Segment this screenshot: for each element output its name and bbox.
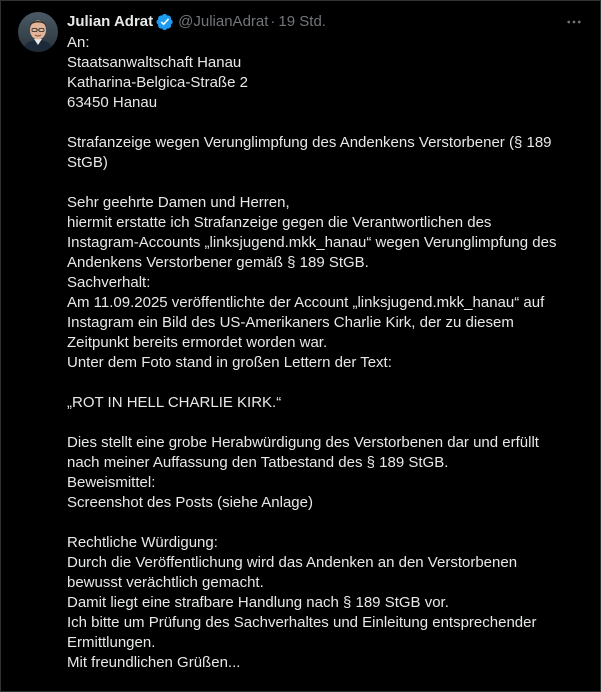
tweet-line: „ROT IN HELL CHARLIE KIRK.“	[67, 394, 282, 411]
tweet-line: Instagram ein Bild des US-Amerikaners Charlie Kirk, der zu diesem	[67, 314, 514, 331]
tweet-line: Unter dem Foto stand in großen Lettern der Text:	[67, 354, 392, 371]
tweet-line: Mit freundlichen Grüßen...	[67, 654, 241, 671]
tweet-line: Dies stellt eine grobe Herabwürdigung des Verstorbenen dar und erfüllt	[67, 434, 539, 451]
tweet-line: Sehr geehrte Damen und Herren,	[67, 194, 290, 211]
timestamp[interactable]: 19 Std.	[278, 13, 326, 30]
tweet-line: Screenshot des Posts (siehe Anlage)	[67, 494, 313, 511]
tweet-line: Zeitpunkt bereits ermordet worden war.	[67, 334, 328, 351]
tweet-line: Rechtliche Würdigung:	[67, 534, 218, 551]
tweet-line: 63450 Hanau	[67, 94, 158, 111]
display-name[interactable]: Julian Adrat	[67, 13, 154, 30]
tweet-line: bewusst verächtlich gemacht.	[67, 574, 264, 591]
tweet-line: Ich bitte um Prüfung des Sachverhaltes und Einleitung entsprechender	[67, 614, 537, 631]
tweet-line: Damit liegt eine strafbare Handlung nach § 189 StGB vor.	[67, 594, 449, 611]
tweet-line: Beweismittel:	[67, 474, 156, 491]
tweet-line-blank	[67, 373, 587, 393]
tweet-line: Strafanzeige wegen Verunglimpfung des Andenkens Verstorbener (§ 189	[67, 134, 552, 151]
tweet-line: Andenkens Verstorbener gemäß § 189 StGB.	[67, 254, 369, 271]
tweet-line: Am 11.09.2025 veröffentlichte der Account „linksjugend.mkk_hanau“ auf	[67, 294, 545, 311]
tweet-text	[67, 33, 587, 673]
more-options-icon[interactable]	[564, 13, 584, 31]
tweet-line: StGB)	[67, 154, 108, 171]
tweet-line: nach meiner Auffassung den Tatbestand des § 189 StGB.	[67, 454, 449, 471]
tweet-line: Ermittlungen.	[67, 634, 156, 651]
tweet-line: Instagram-Accounts „linksjugend.mkk_hanau“ wegen Verunglimpfung des	[67, 234, 557, 251]
avatar[interactable]	[18, 12, 58, 52]
tweet-line: An:	[67, 34, 90, 51]
tweet-line-blank	[67, 413, 587, 433]
tweet-line-blank	[67, 513, 587, 533]
tweet-line-blank	[67, 113, 587, 133]
user-handle[interactable]: @JulianAdrat	[178, 13, 269, 30]
tweet-line-blank	[67, 173, 587, 193]
tweet-header	[67, 11, 326, 33]
tweet-line: hiermit erstatte ich Strafanzeige gegen die Verantwortlichen des	[67, 214, 492, 231]
tweet-line: Sachverhalt:	[67, 274, 151, 291]
verified-badge-icon	[156, 13, 174, 31]
separator-dot: ·	[270, 13, 276, 30]
tweet-line: Katharina-Belgica-Straße 2	[67, 74, 248, 91]
tweet-line: Durch die Veröffentlichung wird das Andenken an den Verstorbenen	[67, 554, 518, 571]
tweet-line: Staatsanwaltschaft Hanau	[67, 54, 242, 71]
